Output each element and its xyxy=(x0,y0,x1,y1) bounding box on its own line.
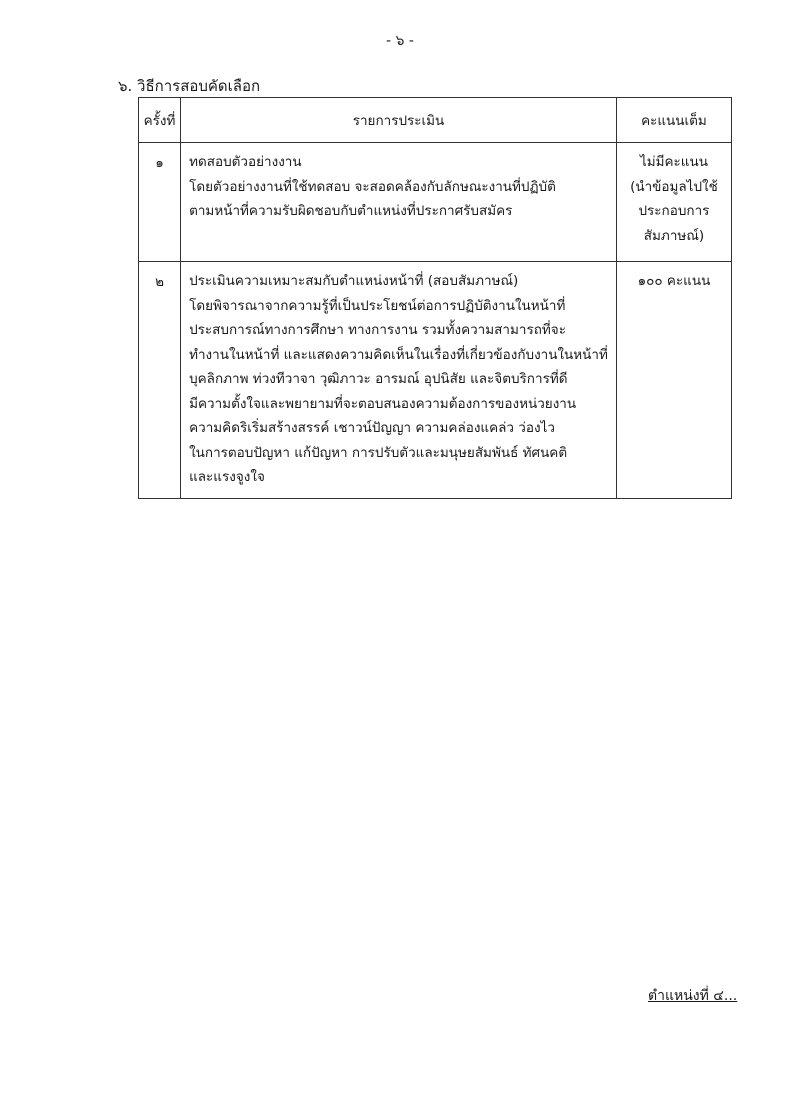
row-score xyxy=(616,262,731,499)
evaluation-table xyxy=(138,97,732,499)
row-item-line: ในการตอบปัญหา แก้ปัญหา การปรับตัวและมนุษยสัมพันธ์ ทัศนคติ xyxy=(189,444,568,461)
row-score-line: ไม่มีคะแนน xyxy=(639,154,708,170)
row-score-line: ๑๐๐ คะแนน xyxy=(637,273,711,289)
row-item-line: โดยพิจารณาจากความรู้ที่เป็นประโยชน์ต่อการปฏิบัติงานในหน้าที่ xyxy=(189,297,566,314)
row-item-line: บุคลิกภาพ ท่วงทีวาจา วุฒิภาวะ อารมณ์ อุปนิสัย และจิตบริการที่ดี xyxy=(189,371,568,387)
table-row xyxy=(139,143,732,262)
row-item-line: และแรงจูงใจ xyxy=(189,469,265,485)
row-item-line: โดยตัวอย่างงานที่ใช้ทดสอบ จะสอดคล้องกับลักษณะงานที่ปฏิบัติ xyxy=(189,178,556,195)
row-item-title: ประเมินความเหมาะสมกับตำแหน่งหน้าที่ (สอบสัมภาษณ์) xyxy=(189,273,519,289)
table-header-row xyxy=(139,98,732,143)
header-item: รายการประเมิน xyxy=(181,98,617,143)
next-page-continuation: ตำแหน่งที่ ๔... xyxy=(648,988,738,1004)
row-item-title: ทดสอบตัวอย่างงาน xyxy=(189,154,302,170)
row-number: ๑ xyxy=(139,143,181,262)
row-item-line: ความคิดริเริ่มสร้างสรรค์ เชาวน์ปัญญา ความคล่องแคล่ว ว่องไว xyxy=(189,420,555,436)
row-item xyxy=(181,143,617,262)
row-score-line: ประกอบการ xyxy=(638,203,710,219)
row-number: ๒ xyxy=(139,262,181,499)
header-no: ครั้งที่ xyxy=(139,98,181,143)
row-score xyxy=(616,143,731,262)
row-item-line: ทำงานในหน้าที่ และแสดงความคิดเห็นในเรื่องที่เกี่ยวข้องกับงานในหน้าที่ xyxy=(189,346,608,363)
section-heading: ๖. วิธีการสอบคัดเลือก xyxy=(118,77,261,95)
row-item-line: ตามหน้าที่ความรับผิดชอบกับตำแหน่งที่ประกาศรับสมัคร xyxy=(189,203,513,219)
row-item-line: ประสบการณ์ทางการศึกษา ทางการงาน รวมทั้งความสามารถที่จะ xyxy=(189,322,566,338)
table-row xyxy=(139,262,732,499)
page-number: - ๖ - xyxy=(386,33,414,49)
row-item-line: มีความตั้งใจและพยายามที่จะตอบสนองความต้องการของหน่วยงาน xyxy=(189,395,577,412)
row-item xyxy=(181,262,617,499)
header-score: คะแนนเต็ม xyxy=(616,98,731,143)
row-score-line: (นำข้อมูลไปใช้ xyxy=(630,178,718,195)
row-score-line: สัมภาษณ์) xyxy=(643,227,705,244)
